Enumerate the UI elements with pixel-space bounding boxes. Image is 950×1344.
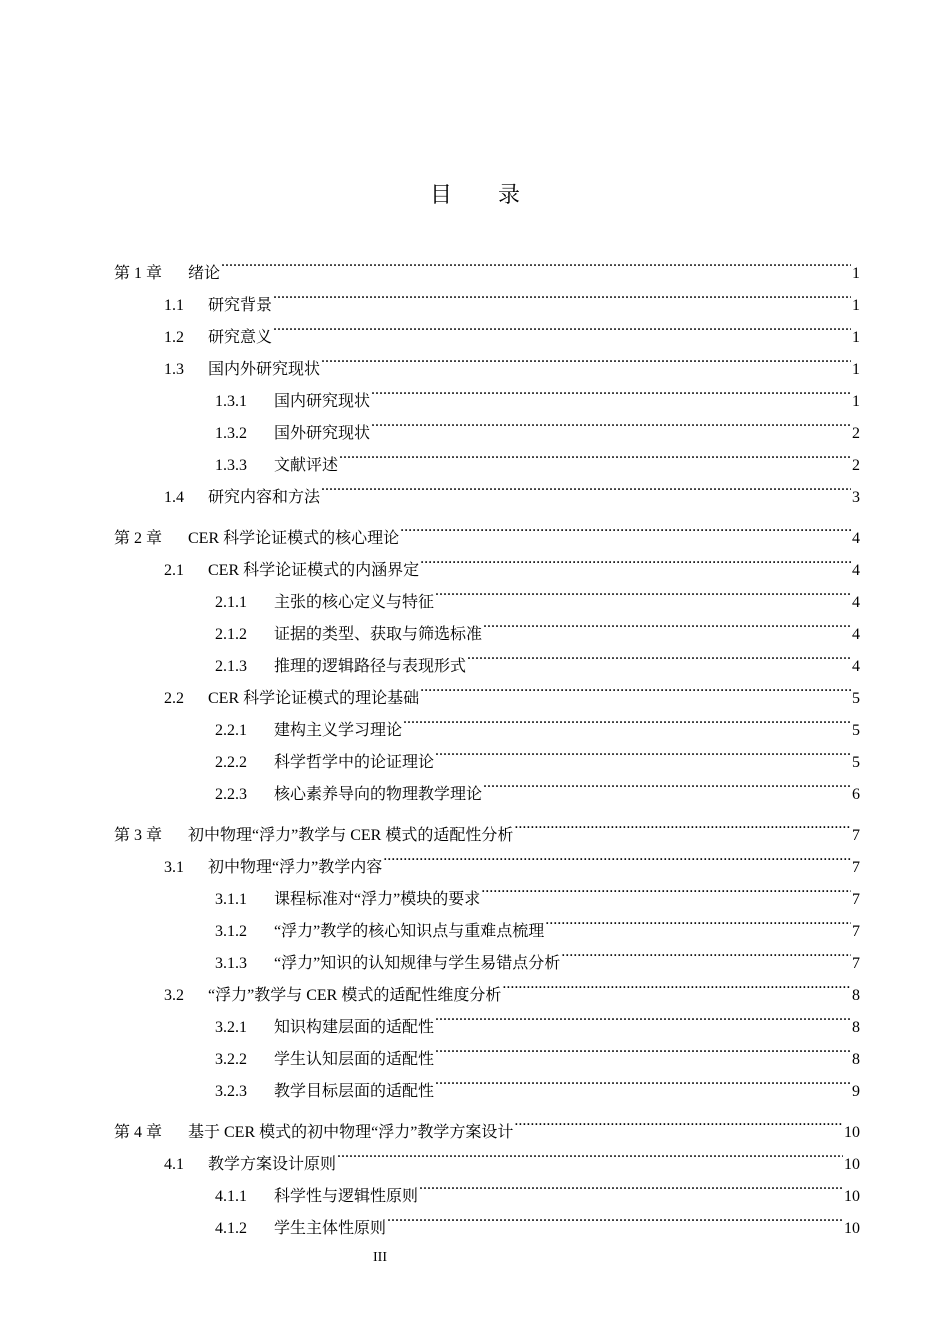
- toc-entry-page: 10: [844, 1188, 860, 1205]
- toc-dot-leader: [483, 767, 851, 799]
- toc-entry-title: 主张的核心定义与特征: [274, 594, 435, 611]
- toc-entry-title: 初中物理“浮力”教学与 CER 模式的适配性分析: [188, 827, 514, 844]
- toc-entry-title: CER 科学论证模式的内涵界定: [208, 562, 420, 579]
- toc-entry-page: 4: [852, 658, 860, 675]
- toc-dot-leader: [321, 342, 851, 374]
- toc-entry-title: 研究内容和方法: [208, 489, 321, 506]
- toc-dot-leader: [337, 1137, 843, 1169]
- toc-entry-number: 第 4 章: [114, 1124, 163, 1141]
- toc-dot-leader: [419, 1169, 843, 1201]
- toc-entry-page: 5: [852, 690, 860, 707]
- toc-dot-leader: [502, 968, 851, 1000]
- toc-entry-number: 2.1.1: [215, 594, 247, 611]
- toc-entry-page: 8: [852, 1051, 860, 1068]
- toc-entry-page: 1: [852, 329, 860, 346]
- toc-entry-title: 绪论: [188, 265, 221, 282]
- toc-entry-page: 7: [852, 923, 860, 940]
- toc-entry-number: 4.1: [164, 1156, 184, 1173]
- toc-dot-leader: [435, 1032, 851, 1064]
- toc-entry-title: 科学性与逻辑性原则: [274, 1188, 419, 1205]
- table-of-contents: [114, 246, 860, 1237]
- toc-entry-title: CER 科学论证模式的理论基础: [208, 690, 420, 707]
- toc-entry-title: 国内外研究现状: [208, 361, 321, 378]
- toc-entry-number: 1.3.3: [215, 457, 247, 474]
- toc-entry-title: 教学方案设计原则: [208, 1156, 337, 1173]
- toc-dot-leader: [383, 840, 851, 872]
- toc-entry-page: 10: [844, 1220, 860, 1237]
- toc-entry-number: 3.2: [164, 987, 184, 1004]
- toc-entry-number: 2.2.2: [215, 754, 247, 771]
- toc-entry-number: 2.2.3: [215, 786, 247, 803]
- toc-dot-leader: [273, 278, 851, 310]
- toc-entry-page: 7: [852, 827, 860, 844]
- toc-entry-number: 1.1: [164, 297, 184, 314]
- toc-entry-number: 3.2.3: [215, 1083, 247, 1100]
- toc-dot-leader: [371, 374, 851, 406]
- toc-entry-page: 4: [852, 562, 860, 579]
- toc-entry-number: 第 1 章: [114, 265, 163, 282]
- toc-entry-page: 9: [852, 1083, 860, 1100]
- toc-dot-leader: [435, 735, 851, 767]
- toc-dot-leader: [387, 1201, 843, 1233]
- toc-entry-page: 4: [852, 594, 860, 611]
- toc-dot-leader: [321, 470, 851, 502]
- toc-entry-number: 2.1.2: [215, 626, 247, 643]
- toc-dot-leader: [514, 1105, 843, 1137]
- toc-entry-number: 3.1.3: [215, 955, 247, 972]
- toc-entry-page: 7: [852, 859, 860, 876]
- toc-entry-page: 5: [852, 722, 860, 739]
- toc-entry-title: 知识构建层面的适配性: [274, 1019, 435, 1036]
- toc-entry-number: 1.3.2: [215, 425, 247, 442]
- toc-entry-number: 1.3.1: [215, 393, 247, 410]
- toc-chapter-entry[interactable]: [114, 246, 860, 282]
- toc-entry-title: 建构主义学习理论: [274, 722, 403, 739]
- toc-entry-title: 学生主体性原则: [274, 1220, 387, 1237]
- toc-entry-title: 国外研究现状: [274, 425, 371, 442]
- toc-entry-page: 7: [852, 955, 860, 972]
- toc-entry-number: 2.1: [164, 562, 184, 579]
- toc-entry-title: 基于 CER 模式的初中物理“浮力”教学方案设计: [188, 1124, 514, 1141]
- toc-dot-leader: [420, 543, 851, 575]
- toc-entry-number: 2.2.1: [215, 722, 247, 739]
- toc-entry-page: 7: [852, 891, 860, 908]
- toc-entry-number: 1.3: [164, 361, 184, 378]
- toc-entry-number: 2.2: [164, 690, 184, 707]
- toc-entry-title: 推理的逻辑路径与表现形式: [274, 658, 467, 675]
- toc-entry-number: 2.1.3: [215, 658, 247, 675]
- toc-entry-number: 3.1.2: [215, 923, 247, 940]
- toc-entry-title: “浮力”教学的核心知识点与重难点梳理: [274, 923, 545, 940]
- toc-entry-title: 初中物理“浮力”教学内容: [208, 859, 383, 876]
- toc-entry-title: 核心素养导向的物理教学理论: [274, 786, 483, 803]
- toc-entry-title: 国内研究现状: [274, 393, 371, 410]
- toc-entry-page: 8: [852, 1019, 860, 1036]
- toc-dot-leader: [403, 703, 851, 735]
- toc-entry-page: 10: [844, 1124, 860, 1141]
- toc-entry-number: 3.2.1: [215, 1019, 247, 1036]
- toc-dot-leader: [561, 936, 851, 968]
- toc-chapter-entry[interactable]: [114, 511, 860, 547]
- toc-dot-leader: [273, 310, 851, 342]
- toc-entry-page: 6: [852, 786, 860, 803]
- toc-dot-leader: [435, 575, 851, 607]
- toc-entry-number: 1.2: [164, 329, 184, 346]
- toc-dot-leader: [221, 246, 851, 278]
- toc-entry-page: 10: [844, 1156, 860, 1173]
- toc-entry-title: 课程标准对“浮力”模块的要求: [274, 891, 481, 908]
- toc-entry-page: 2: [852, 457, 860, 474]
- toc-entry-title: CER 科学论证模式的核心理论: [188, 530, 400, 547]
- toc-entry-page: 8: [852, 987, 860, 1004]
- toc-entry-title: 证据的类型、获取与筛选标准: [274, 626, 483, 643]
- toc-entry-number: 4.1.2: [215, 1220, 247, 1237]
- page-number: III: [373, 1250, 387, 1265]
- toc-chapter-entry[interactable]: [114, 1105, 860, 1141]
- toc-dot-leader: [339, 438, 851, 470]
- toc-entry-number: 第 2 章: [114, 530, 163, 547]
- toc-dot-leader: [545, 904, 851, 936]
- toc-entry-title: “浮力”教学与 CER 模式的适配性维度分析: [208, 987, 502, 1004]
- toc-dot-leader: [435, 1064, 851, 1096]
- toc-dot-leader: [435, 1000, 851, 1032]
- toc-entry-page: 1: [852, 393, 860, 410]
- toc-entry-page: 2: [852, 425, 860, 442]
- toc-entry-title: 研究背景: [208, 297, 273, 314]
- toc-entry-page: 4: [852, 626, 860, 643]
- toc-dot-leader: [371, 406, 851, 438]
- toc-entry-number: 3.1: [164, 859, 184, 876]
- toc-entry-title: 科学哲学中的论证理论: [274, 754, 435, 771]
- toc-entry-page: 3: [852, 489, 860, 506]
- toc-entry-title: “浮力”知识的认知规律与学生易错点分析: [274, 955, 561, 972]
- toc-entry-page: 1: [852, 297, 860, 314]
- toc-entry-page: 1: [852, 361, 860, 378]
- toc-chapter-entry[interactable]: [114, 808, 860, 844]
- toc-entry-page: 1: [852, 265, 860, 282]
- toc-entry-page: 5: [852, 754, 860, 771]
- toc-dot-leader: [400, 511, 851, 543]
- toc-dot-leader: [467, 639, 851, 671]
- toc-dot-leader: [514, 808, 851, 840]
- toc-entry-page: 4: [852, 530, 860, 547]
- toc-dot-leader: [420, 671, 851, 703]
- toc-entry-title: 研究意义: [208, 329, 273, 346]
- toc-section-entry[interactable]: [114, 278, 860, 314]
- toc-entry-number: 4.1.1: [215, 1188, 247, 1205]
- toc-entry-number: 第 3 章: [114, 827, 163, 844]
- toc-entry-number: 1.4: [164, 489, 184, 506]
- toc-entry-title: 文献评述: [274, 457, 339, 474]
- toc-title: 目录: [429, 182, 566, 207]
- toc-dot-leader: [483, 607, 851, 639]
- toc-dot-leader: [481, 872, 851, 904]
- toc-entry-number: 3.2.2: [215, 1051, 247, 1068]
- toc-entry-title: 学生认知层面的适配性: [274, 1051, 435, 1068]
- toc-entry-title: 教学目标层面的适配性: [274, 1083, 435, 1100]
- toc-entry-number: 3.1.1: [215, 891, 247, 908]
